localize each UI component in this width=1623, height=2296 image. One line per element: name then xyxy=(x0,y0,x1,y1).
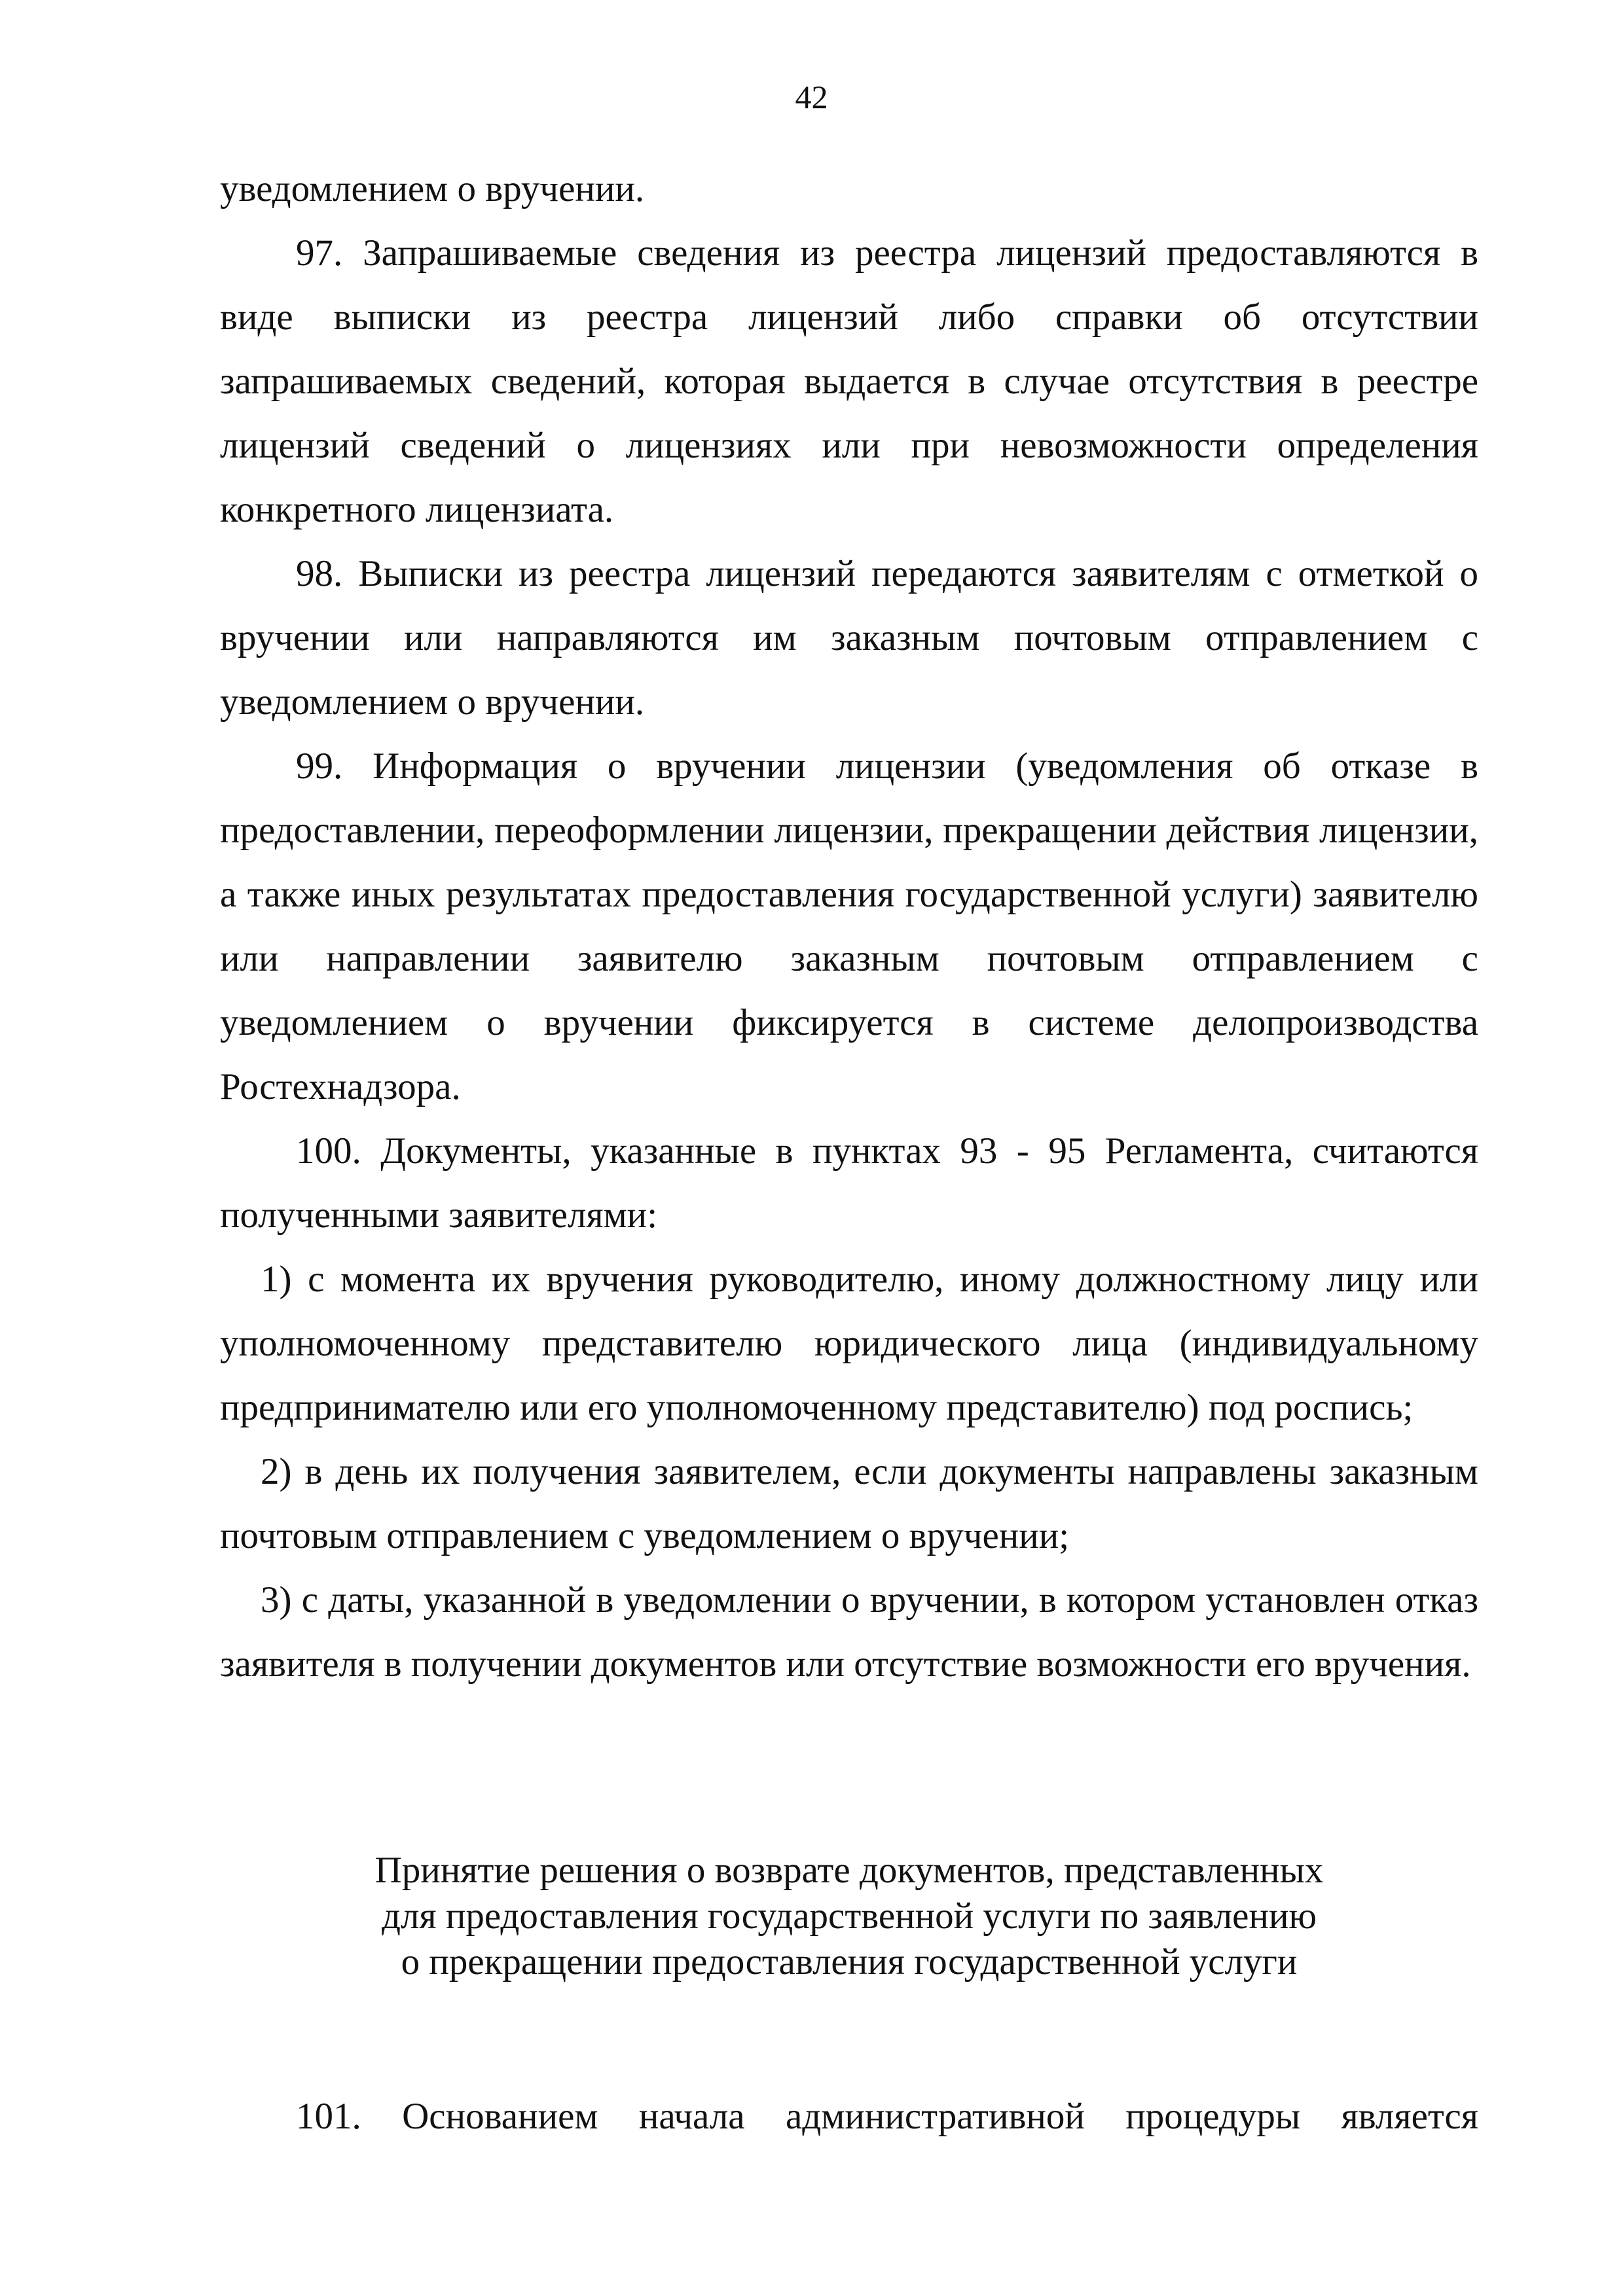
paragraph-97: 97. Запрашиваемые сведения из реестра лицензий предоставляются в виде выписки из реестра лицензий либо справки об отсутствии запрашиваемых сведений, которая выдается в случае отсутствия в реестре лицензий сведений о лицензиях или при невозможности определения конкретного лицензиата. xyxy=(220,232,1478,530)
section-heading-line: Принятие решения о возврате документов, представленных xyxy=(374,1850,1324,1891)
paragraph-continuation: уведомлением о вручении. xyxy=(220,168,645,209)
section-heading-line: для предоставления государственной услуги по заявлению xyxy=(381,1895,1317,1937)
paragraph-100: 100. Документы, указанные в пунктах 93 - 95 Регламента, считаются полученными заявителями: xyxy=(220,1130,1478,1236)
list-item-2: 2) в день их получения заявителем, если документы направлены заказным почтовым отправлением с уведомлением о вручении; xyxy=(220,1451,1478,1556)
list-item-3: 3) с даты, указанной в уведомлении о вручении, в котором установлен отказ заявителя в получении документов или отсутствие возможности его вручения. xyxy=(220,1579,1478,1685)
paragraph-99: 99. Информация о вручении лицензии (уведомления об отказе в предоставлении, переоформлении лицензии, прекращении действия лицензии, а также иных результатах предоставления государственной услуги) заявителю или направлении заявителю заказным почтовым отправлением с уведомлением о вручении фиксируется в системе делопроизводства Ростехнадзора. xyxy=(220,745,1478,1107)
page-number: 42 xyxy=(795,79,828,115)
section-heading-line: о прекращении предоставления государственной услуги xyxy=(401,1941,1298,1982)
section-heading xyxy=(220,1848,1478,1985)
paragraph-98: 98. Выписки из реестра лицензий передаются заявителям с отметкой о вручении или направляются им заказным почтовым отправлением с уведомлением о вручении. xyxy=(220,553,1478,723)
list-item-1: 1) с момента их вручения руководителю, иному должностному лицу или уполномоченному представителю юридического лица (индивидуальному предпринимателю или его уполномоченному представителю) под роспись; xyxy=(220,1259,1478,1428)
body-text xyxy=(220,157,1478,1696)
paragraph-101: 101. Основанием начала административной процедуры является xyxy=(296,2096,1478,2137)
